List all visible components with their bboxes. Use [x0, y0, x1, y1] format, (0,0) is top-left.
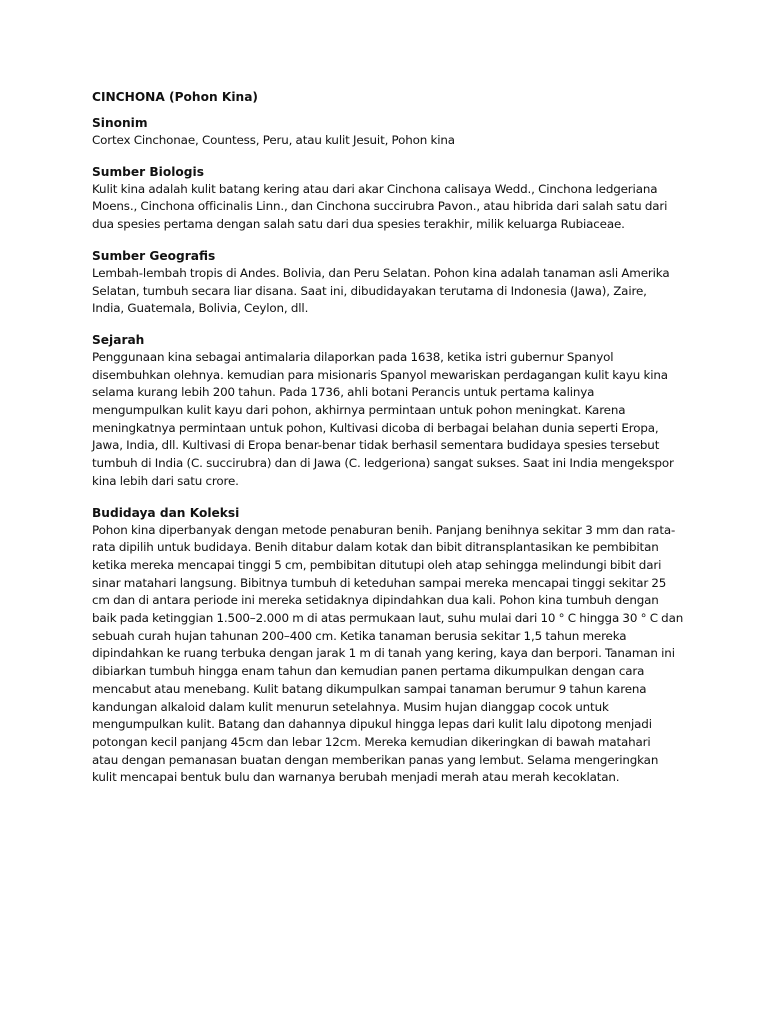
- text-line: baik pada ketinggian 1.500–2.000 m di atas permukaan laut, suhu mulai dari 10 ° C hingga 30 ° C dan: [92, 611, 684, 626]
- text-line: Penggunaan kina sebagai antimalaria dilaporkan pada 1638, ketika istri gubernur Spanyol: [92, 349, 614, 364]
- section-body: [92, 349, 692, 491]
- document-title: CINCHONA (Pohon Kina): [92, 90, 258, 104]
- section-sumber-geografis: [92, 247, 692, 318]
- text-line: potongan kecil panjang 45cm dan lebar 12cm. Mereka kemudian dikeringkan di bawah matahari: [92, 734, 651, 749]
- text-line: Lembah-lembah tropis di Andes. Bolivia, dan Peru Selatan. Pohon kina adalah tanaman asli Amerika: [92, 265, 670, 280]
- section-sejarah: [92, 331, 692, 491]
- text-line: sinar matahari langsung. Bibitnya tumbuh di keteduhan sampai mereka mencapai tinggi sekitar 25: [92, 575, 667, 590]
- section-body: [92, 522, 692, 788]
- text-line: ketika mereka mencapai tinggi 5 cm, pembibitan ditutupi oleh atap sehingga melindungi bibit dari: [92, 557, 662, 572]
- text-line: Jawa, India, dll. Kultivasi di Eropa benar-benar tidak berhasil sementara budidaya spesies tersebut: [92, 438, 660, 453]
- text-line: kina lebih dari satu crore.: [92, 473, 239, 488]
- text-line: kandungan alkaloid dalam kulit menurun setelahnya. Musim hujan dianggap cocok untuk: [92, 699, 609, 714]
- section-sumber-biologis: [92, 163, 692, 234]
- document-page: [92, 88, 692, 800]
- text-line: mencabut atau menebang. Kulit batang dikumpulkan sampai tanaman berumur 9 tahun karena: [92, 681, 647, 696]
- text-line: mengumpulkan kulit. Batang dan dahannya dipukul hingga lepas dari kulit lalu dipotong menjadi: [92, 717, 652, 732]
- text-line: dibiarkan tumbuh hingga enam tahun dan kemudian panen pertama dikumpulkan dengan cara: [92, 664, 645, 679]
- text-line: rata dipilih untuk budidaya. Benih ditabur dalam kotak dan bibit ditransplantasikan ke pembibitan: [92, 540, 659, 555]
- text-line: selama kurang lebih 200 tahun. Pada 1736, ahli botani Perancis untuk pertama kalinya: [92, 385, 595, 400]
- section-heading: Sinonim: [92, 116, 148, 130]
- text-line: sebuah curah hujan tahunan 200–400 cm. Ketika tanaman berusia sekitar 1,5 tahun mereka: [92, 628, 627, 643]
- section-sinonim: [92, 114, 692, 150]
- section-body: [92, 181, 692, 234]
- text-line: mengumpulkan kulit kayu dari pohon, akhirnya permintaan untuk pohon meningkat. Karena: [92, 403, 626, 418]
- section-body: [92, 265, 692, 318]
- text-line: tumbuh di India (C. succirubra) dan di Jawa (C. ledgeriona) sangat sukses. Saat ini India mengekspor: [92, 456, 674, 471]
- text-line: Kulit kina adalah kulit batang kering atau dari akar Cinchona calisaya Wedd., Cinchona ledgeriana: [92, 181, 658, 196]
- section-budidaya-dan-koleksi: [92, 504, 692, 788]
- section-heading: Sejarah: [92, 332, 145, 347]
- section-heading: Sumber Biologis: [92, 164, 204, 179]
- text-line: kulit mencapai bentuk bulu dan warnanya berubah menjadi merah atau merah kecoklatan.: [92, 770, 620, 785]
- text-line: cm dan di antara periode ini mereka setidaknya dipindahkan dua kali. Pohon kina tumbuh dengan: [92, 593, 659, 608]
- section-body: [92, 132, 692, 150]
- section-heading: Budidaya dan Koleksi: [92, 505, 240, 520]
- text-line: meningkatnya permintaan untuk pohon, Kultivasi dicoba di berbagai belahan dunia seperti Eropa,: [92, 420, 659, 435]
- text-line: atau dengan pemanasan buatan dengan memberikan panas yang lembut. Selama mengeringkan: [92, 752, 659, 767]
- text-line: dua spesies pertama dengan salah satu dari dua spesies terakhir, milik keluarga Rubiaceae.: [92, 217, 625, 232]
- text-line: Selatan, tumbuh secara liar disana. Saat ini, dibudidayakan terutama di Indonesia (Jawa), Zaire,: [92, 283, 647, 298]
- text-line: India, Guatemala, Bolivia, Ceylon, dll.: [92, 301, 309, 316]
- text-line: Pohon kina diperbanyak dengan metode penaburan benih. Panjang benihnya sekitar 3 mm dan rata-: [92, 522, 676, 537]
- text-line: Moens., Cinchona officinalis Linn., dan Cinchona succirubra Pavon., atau hibrida dari salah satu dari: [92, 199, 668, 214]
- text-line: Cortex Cinchonae, Countess, Peru, atau kulit Jesuit, Pohon kina: [92, 133, 455, 147]
- text-line: disembuhkan olehnya. kemudian para misionaris Spanyol mewariskan perdagangan kulit kayu kina: [92, 367, 668, 382]
- text-line: dipindahkan ke ruang terbuka dengan jarak 1 m di tanah yang kering, kaya dan berpori. Tanaman ini: [92, 646, 675, 661]
- section-heading: Sumber Geografis: [92, 248, 216, 263]
